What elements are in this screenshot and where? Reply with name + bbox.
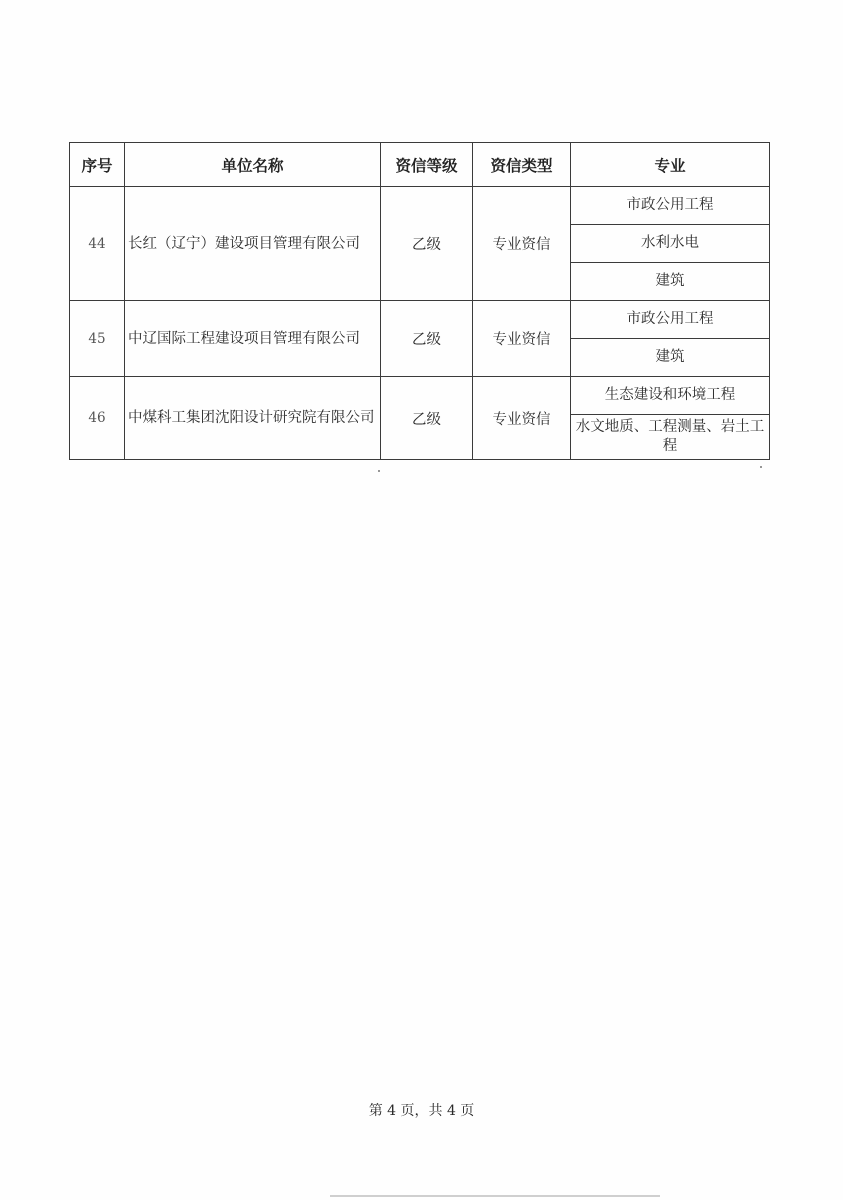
scan-speck — [760, 466, 762, 468]
unit-name: 长红（辽宁）建设项目管理有限公司 — [125, 187, 381, 301]
table-row — [70, 377, 770, 415]
specialty-cell: 建筑 — [571, 263, 770, 301]
header-type: 资信类型 — [473, 143, 571, 187]
table-row — [70, 301, 770, 339]
header-specialty: 专业 — [571, 143, 770, 187]
scan-speck — [378, 470, 380, 472]
header-no: 序号 — [70, 143, 125, 187]
qualification-table — [69, 142, 770, 460]
qualification-type: 专业资信 — [473, 301, 571, 377]
row-no: 44 — [70, 187, 125, 301]
table-row — [70, 187, 770, 225]
header-name: 单位名称 — [125, 143, 381, 187]
table-header-row — [70, 143, 770, 187]
row-no: 45 — [70, 301, 125, 377]
unit-name: 中辽国际工程建设项目管理有限公司 — [125, 301, 381, 377]
qualification-type: 专业资信 — [473, 187, 571, 301]
qualification-type: 专业资信 — [473, 377, 571, 460]
specialty-cell: 市政公用工程 — [571, 301, 770, 339]
qualification-grade: 乙级 — [381, 187, 473, 301]
scan-edge-line — [330, 1195, 660, 1197]
specialty-cell: 生态建设和环境工程 — [571, 377, 770, 415]
row-no: 46 — [70, 377, 125, 460]
page-number: 第 4 页，共 4 页 — [368, 1103, 475, 1119]
header-grade: 资信等级 — [381, 143, 473, 187]
specialty-cell: 水利水电 — [571, 225, 770, 263]
specialty-cell: 水文地质、工程测量、岩土工程 — [571, 415, 770, 460]
specialty-cell: 市政公用工程 — [571, 187, 770, 225]
qualification-grade: 乙级 — [381, 377, 473, 460]
specialty-cell: 建筑 — [571, 339, 770, 377]
qualification-grade: 乙级 — [381, 301, 473, 377]
unit-name: 中煤科工集团沈阳设计研究院有限公司 — [125, 377, 381, 460]
